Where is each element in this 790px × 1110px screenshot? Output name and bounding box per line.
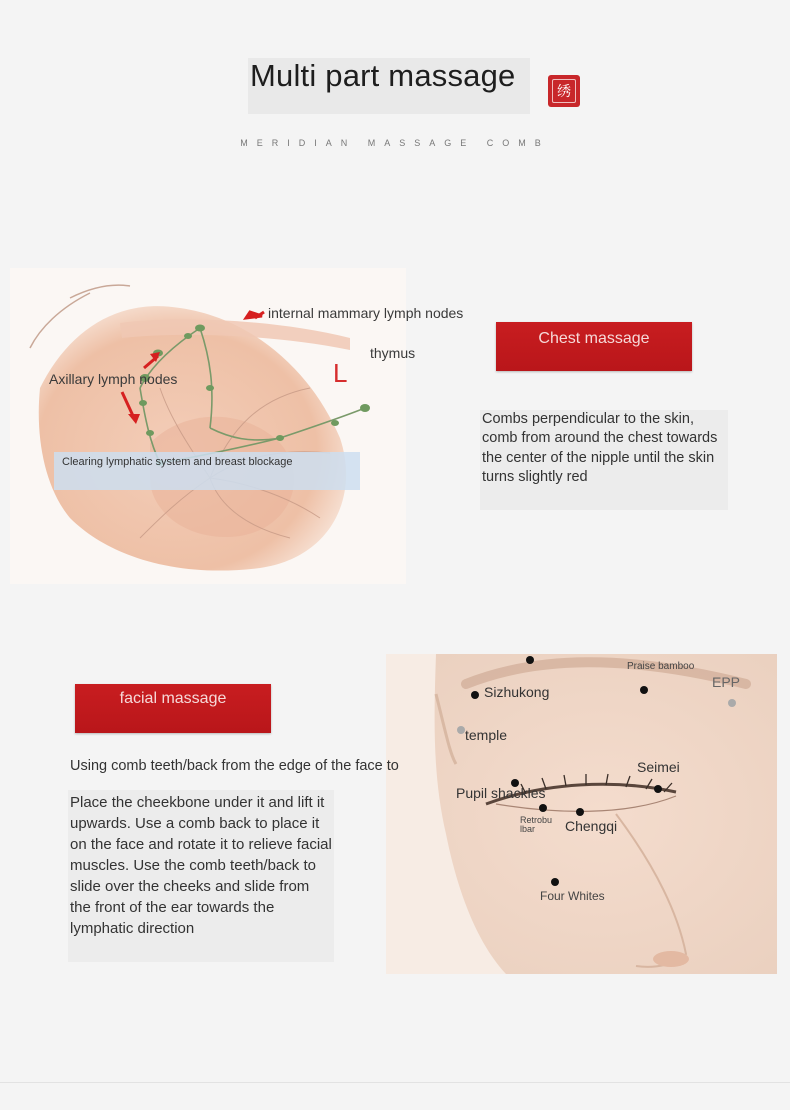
- retrobulbar-label-line2: lbar: [520, 824, 536, 834]
- four-whites-point-icon: [551, 878, 559, 886]
- temple-label: temple: [465, 727, 508, 743]
- retrobulbar-point-icon: [539, 804, 547, 812]
- four-whites-label: Four Whites: [540, 889, 605, 903]
- facial-massage-button[interactable]: facial massage: [75, 684, 271, 733]
- seimei-label: Seimei: [637, 759, 680, 775]
- retrobulbar-label-line1: Retrobu: [520, 815, 553, 825]
- epp-point-icon: [728, 699, 736, 707]
- axillary-label: Axillary lymph nodes: [49, 371, 178, 387]
- page-title: Multi part massage: [250, 58, 516, 93]
- praise-bamboo-point-icon: [640, 686, 648, 694]
- epp-label: EPP: [712, 674, 741, 690]
- chest-massage-button[interactable]: Chest massage: [496, 322, 692, 371]
- chengqi-label: Chengqi: [565, 818, 618, 834]
- facial-description: Place the cheekbone under it and lift it upwards. Use a comb back to place it on the face and rotate it to relieve facial muscles. Use the comb teeth/back to slide over the cheeks and slide from the front of the ear towards the lymphatic direction: [70, 794, 332, 937]
- page-subtitle: MERIDIAN MASSAGE COMB: [240, 138, 550, 148]
- point-marker-top-icon: [526, 656, 534, 664]
- bottom-divider: [0, 1082, 790, 1083]
- seal-glyph: 绣: [557, 83, 571, 99]
- seimei-point-icon: [654, 785, 662, 793]
- thymus-label: thymus: [370, 345, 416, 361]
- chest-caption: Clearing lymphatic system and breast blockage: [62, 456, 293, 468]
- pupil-shackles-label: Pupil shackles: [456, 785, 546, 801]
- sizhukong-label: Sizhukong: [484, 684, 550, 700]
- temple-point-icon: [457, 726, 465, 734]
- side-marker-label: L: [333, 358, 348, 388]
- internal-mammary-label: internal mammary lymph nodes: [268, 305, 464, 321]
- facial-intro-text: Using comb teeth/back from the edge of the face to: [70, 758, 399, 774]
- brand-seal-logo: [548, 75, 580, 107]
- sizhukong-point-icon: [471, 691, 479, 699]
- chengqi-point-icon: [576, 808, 584, 816]
- praise-bamboo-label: Praise bamboo: [627, 661, 695, 672]
- chest-description: Combs perpendicular to the skin, comb from around the chest towards the center of the nipple until the skin turns slightly red: [482, 411, 718, 486]
